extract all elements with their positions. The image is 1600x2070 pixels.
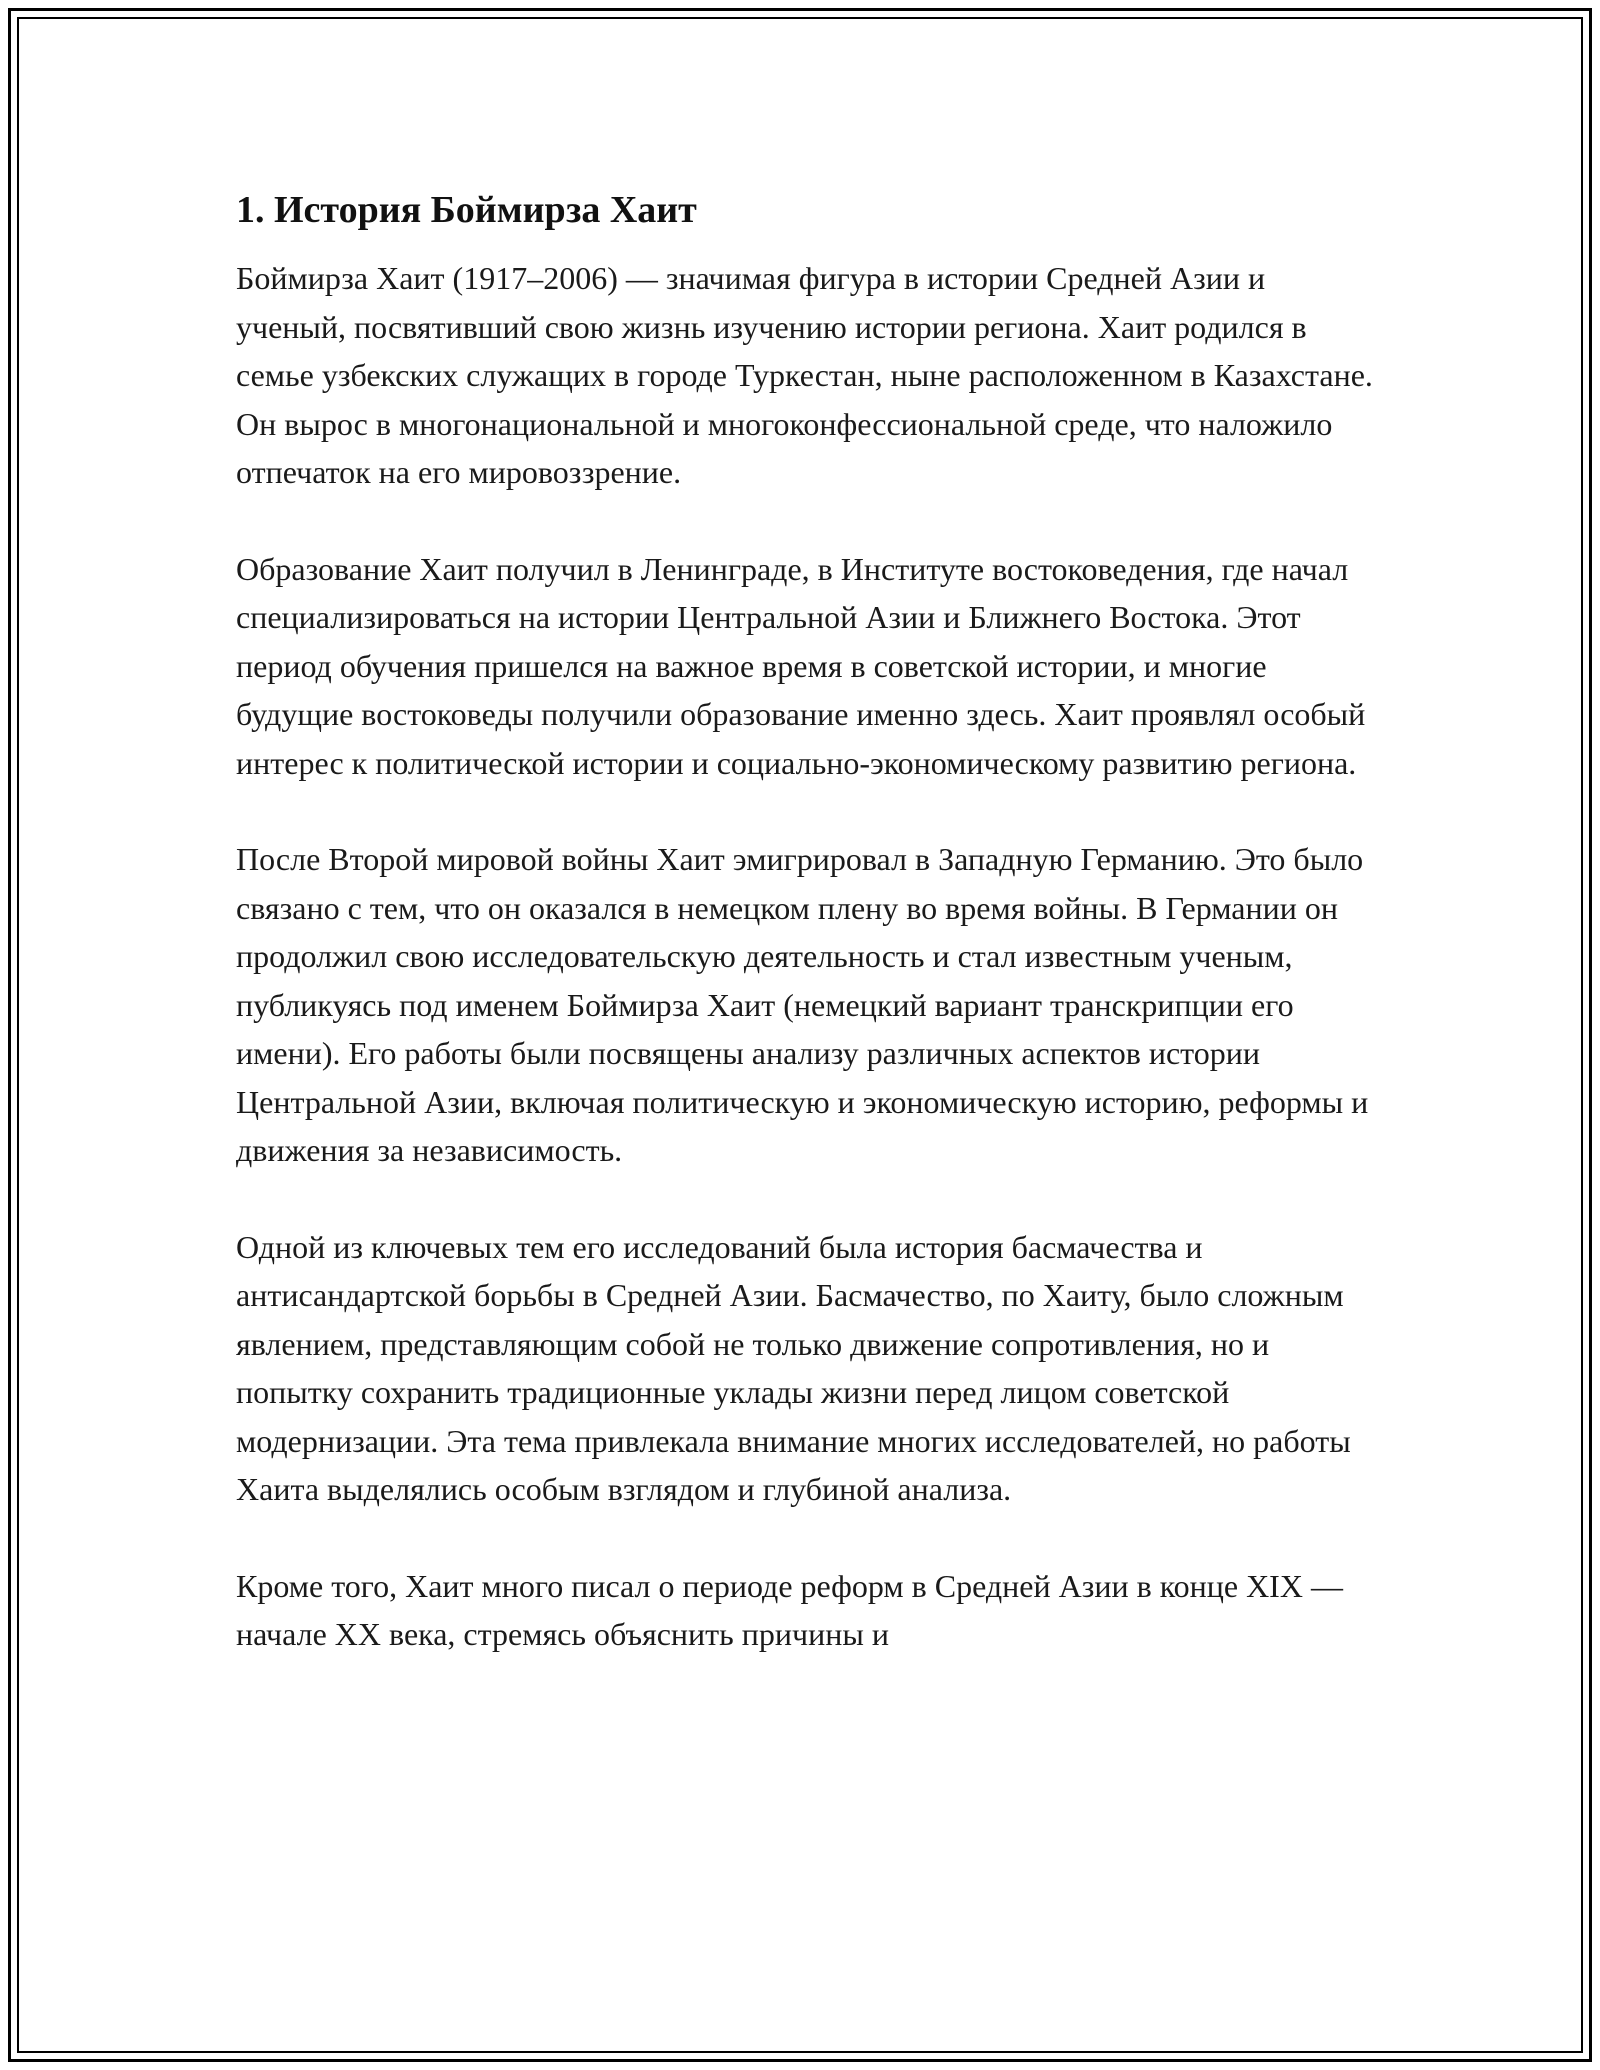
document-body xyxy=(236,186,1376,1707)
paragraph-4: Одной из ключевых тем его исследований была история басмачества и антисандартской борьбы в Средней Азии. Басмачество, по Хаиту, было сложным явлением, представляющим собой не только движение сопротивления, но и попытку сохранить традиционные уклады жизни перед лицом советской модернизации. Эта тема привлекала внимание многих исследователей, но работы Хаита выделялись особым взглядом и глубиной анализа. xyxy=(236,1228,1351,1507)
paragraph-1: Боймирза Хаит (1917–2006) — значимая фигура в истории Средней Азии и ученый, посвятивший свою жизнь изучению истории региона. Хаит родился в семье узбекских служащих в городе Туркестан, ныне расположенном в Казахстане. Он вырос в многонациональной и многоконфессиональной среде, что наложило отпечаток на его мировоззрение. xyxy=(236,260,1373,490)
paragraph-3: После Второй мировой войны Хаит эмигрировал в Западную Германию. Это было связано с тем, что он оказался в немецком плену во время войны. В Германии он продолжил свою исследовательскую деятельность и стал известным ученым, публикуясь под именем Боймирза Хаит (немецкий вариант транскрипции его имени). Его работы были посвящены анализу различных аспектов истории Центральной Азии, включая политическую и экономическую историю, реформы и движения за независимость. xyxy=(236,841,1369,1168)
paragraph-5: Кроме того, Хаит много писал о периоде реформ в Средней Азии в конце XIX — начале XX века, стремясь объяснить причины и xyxy=(236,1567,1343,1652)
section-title: 1. История Боймирза Хаит xyxy=(236,189,697,231)
paragraph-2: Образование Хаит получил в Ленинграде, в Институте востоковедения, где начал специализироваться на истории Центральной Азии и Ближнего Востока. Этот период обучения пришелся на важное время в советской истории, и многие будущие востоковеды получили образование именно здесь. Хаит проявлял особый интерес к политической истории и социально-экономическому развитию региона. xyxy=(236,550,1366,781)
